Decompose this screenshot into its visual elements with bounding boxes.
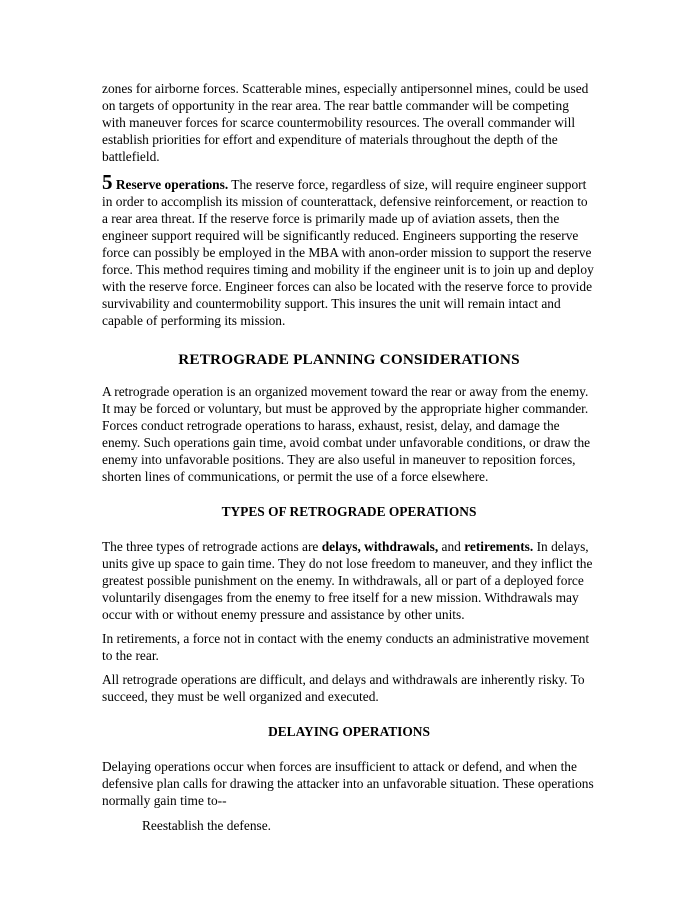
reserve-operations-heading: Reserve operations. [115, 177, 229, 192]
types-bold-delays: delays, withdrawals, [321, 539, 439, 554]
reserve-operations-paragraph [102, 170, 596, 329]
reserve-operations-text: The reserve force, regardless of size, will require engineer support in order to accomplish its mission of counterattack, defensive reinforcement, or reaction to a rear area threat. If the reserve force is primarily made up of aviation assets, then the engineer support required will be significantly reduced. Engineers supporting the reserve force can possibly be employed in the MBA with anon-order mission to support the reserve force. This method requires timing and mobility if the engineer unit is to join up and deploy with the reserve force. Engineer forces can also be located with the reserve force to provide survivability and countermobility support. This insures the unit will remain intact and capable of performing its mission. [102, 177, 594, 328]
types-text-and: and [438, 539, 465, 554]
paragraph-number: 5 [102, 170, 113, 194]
document-page [102, 80, 596, 834]
intro-paragraph: zones for airborne forces. Scatterable mines, especially antipersonnel mines, could be used on targets of opportunity in the rear area. The rear battle commander will be competing with maneuver forces for scarce countermobility resources. The overall commander will establish priorities for effort and expenditure of materials throughout the depth of the battlefield. [102, 81, 589, 164]
delaying-paragraph: Delaying operations occur when forces are insufficient to attack or defend, and when the defensive plan calls for drawing the attacker into an unfavorable situation. These operations normally gain time to-- [102, 759, 594, 808]
retrograde-planning-heading: RETROGRADE PLANNING CONSIDERATIONS [178, 351, 520, 368]
types-of-retrograde-heading: TYPES OF RETROGRADE OPERATIONS [221, 504, 477, 519]
difficulty-paragraph: All retrograde operations are difficult, and delays and withdrawals are inherently risky. To succeed, they must be well organized and executed. [102, 672, 585, 704]
types-text-start: The three types of retrograde actions are [102, 539, 322, 554]
list-item: Reestablish the defense. [142, 818, 272, 833]
delaying-operations-heading: DELAYING OPERATIONS [268, 724, 430, 739]
types-text-rest: In delays, units give up space to gain time. They do not lose freedom to maneuver, and they inflict the greatest possible punishment on the enemy. In withdrawals, all or part of a deployed force voluntarily disengages from the enemy to free itself for a new mission. Withdrawals may occur with or without enemy pressure and assistance by other units. [102, 539, 593, 622]
types-paragraph [102, 538, 596, 623]
types-bold-retirements: retirements. [464, 539, 534, 554]
retrograde-paragraph: A retrograde operation is an organized movement toward the rear or away from the enemy. It may be forced or voluntary, but must be approved by the appropriate higher commander. Forces conduct retrograde operations to harass, exhaust, resist, delay, and damage the enemy. Such operations gain time, avoid combat under unfavorable conditions, or draw the enemy into unfavorable positions. They are also useful in maneuver to reposition forces, shorten lines of communications, or permit the use of a force elsewhere. [102, 384, 591, 484]
retirements-paragraph: In retirements, a force not in contact with the enemy conducts an administrative movement to the rear. [102, 631, 590, 663]
